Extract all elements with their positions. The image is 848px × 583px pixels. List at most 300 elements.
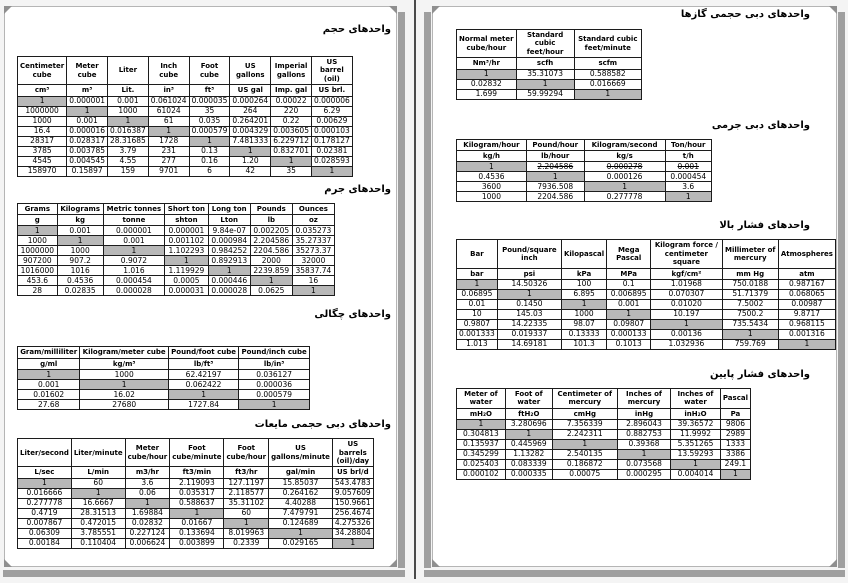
table-cell: 0.01 — [457, 299, 498, 309]
liquid-volumetric-flow-units-table — [17, 438, 374, 549]
table-cell: 1 — [332, 538, 373, 548]
table-cell: 9.057609 — [332, 488, 373, 498]
table-cell: 1 — [552, 440, 617, 450]
table-cell: 13.59293 — [671, 450, 721, 460]
table-row — [18, 126, 353, 136]
table-cell: 1 — [526, 172, 584, 182]
table-cell: 0.124689 — [269, 518, 333, 528]
table-cell: 2.204586 — [250, 236, 292, 246]
table-cell: 0.4719 — [18, 508, 72, 518]
table-cell: 0.445969 — [505, 440, 552, 450]
header-row — [457, 30, 642, 58]
table-cell: 0.029165 — [269, 538, 333, 548]
table-row — [18, 226, 335, 236]
table-cell: 4545 — [18, 156, 67, 166]
table-cell: 0.001 — [67, 116, 108, 126]
table-cell: 231 — [148, 146, 189, 156]
unit-cell: US gal — [230, 85, 271, 96]
table-cell: 0.000335 — [505, 470, 552, 480]
table-cell: 7.481333 — [230, 136, 271, 146]
section-title-volume-units: واحدهای حجم — [322, 24, 391, 35]
table-cell: 0.000006 — [311, 96, 352, 106]
table-cell: 0.001 — [665, 162, 712, 172]
table-row — [18, 276, 335, 286]
table-cell: 0.01020 — [651, 299, 722, 309]
table-cell: 1016 — [57, 266, 103, 276]
table-cell: 0.001 — [103, 236, 164, 246]
table-cell: 2.896043 — [617, 420, 670, 430]
table-cell: 0.035 — [189, 116, 230, 126]
table-cell: 7936.508 — [526, 182, 584, 192]
table-cell: 51.71379 — [722, 289, 778, 299]
unit-cell: cm³ — [18, 85, 67, 96]
table-cell: 0.39368 — [617, 440, 670, 450]
page-shadow-bar — [424, 570, 845, 577]
table-cell: 1 — [18, 478, 72, 488]
table-cell: 1000000 — [18, 106, 67, 116]
table-cell: 1.699 — [457, 89, 517, 99]
table-cell: 1016000 — [18, 266, 58, 276]
table-cell: 0.000278 — [584, 162, 665, 172]
table-cell: 61024 — [148, 106, 189, 116]
unit-cell: Lton — [208, 214, 250, 225]
table-cell: 0.09807 — [607, 319, 651, 329]
table-cell: 1 — [665, 192, 712, 202]
table-cell: 145.03 — [497, 309, 561, 319]
table-cell: 0.00022 — [271, 96, 312, 106]
table-row — [457, 430, 751, 440]
table-row — [457, 182, 712, 192]
column-header: Liter — [108, 57, 149, 85]
table-cell: 1 — [108, 116, 149, 126]
table-cell: 9701 — [148, 166, 189, 176]
table-row — [457, 162, 712, 172]
unit-cell: lb — [250, 214, 292, 225]
table-cell: 1.13282 — [505, 450, 552, 460]
table-cell: 0.882753 — [617, 430, 670, 440]
table-cell: 0.000126 — [584, 172, 665, 182]
table-cell: 0.06309 — [18, 528, 72, 538]
table-cell: 1 — [722, 329, 778, 339]
table-cell: 1 — [584, 182, 665, 192]
table-cell: 2204.586 — [250, 246, 292, 256]
header-row — [18, 57, 353, 85]
unit-row — [18, 467, 374, 478]
table-cell: 4.40288 — [269, 498, 333, 508]
table-cell: 1 — [230, 146, 271, 156]
table-row — [457, 309, 836, 319]
table-cell: 1 — [574, 89, 641, 99]
table-row — [18, 106, 353, 116]
table-row — [457, 460, 751, 470]
table-cell: 0.1 — [607, 279, 651, 289]
column-header: Meter cube/hour — [125, 439, 170, 467]
table-row — [18, 166, 353, 176]
table-cell: 0.00136 — [651, 329, 722, 339]
table-cell: 0.000001 — [165, 226, 209, 236]
table-cell: 0.062422 — [168, 380, 238, 390]
table-cell: 5.351265 — [671, 440, 721, 450]
column-header: Bar — [457, 240, 498, 268]
table-cell: 0.004329 — [230, 126, 271, 136]
table-cell: 1.01968 — [651, 279, 722, 289]
table-row — [457, 440, 751, 450]
column-header: Mega Pascal — [607, 240, 651, 268]
unit-cell: scfh — [516, 58, 574, 69]
table-cell: 1 — [239, 400, 310, 410]
table-row — [18, 136, 353, 146]
table-row — [457, 339, 836, 349]
unit-cell: mm Hg — [722, 268, 778, 279]
table-cell: 2989 — [720, 430, 750, 440]
table-cell: 0.01602 — [18, 390, 80, 400]
table-cell: 0.000102 — [457, 470, 506, 480]
table-cell: 0.264162 — [269, 488, 333, 498]
table-row — [18, 156, 353, 166]
table-cell: 35 — [271, 166, 312, 176]
table-cell: 1 — [292, 286, 334, 296]
table-row — [18, 488, 374, 498]
table-cell: 1 — [80, 380, 169, 390]
column-header: US gallons/minute — [269, 439, 333, 467]
table-row — [18, 286, 335, 296]
table-cell: 0.000031 — [165, 286, 209, 296]
header-row — [18, 203, 335, 214]
table-row — [457, 289, 836, 299]
section-title-high-pressure-units: واحدهای فشار بالا — [719, 220, 810, 232]
column-header: Foot of water — [505, 388, 552, 408]
table-cell: 0.227124 — [125, 528, 170, 538]
column-header: Ton/hour — [665, 139, 712, 150]
page-divider — [414, 0, 416, 579]
unit-cell: kg/m³ — [80, 358, 169, 369]
table-cell: 2.119093 — [170, 478, 224, 488]
table-cell: 3386 — [720, 450, 750, 460]
table-cell: 0.003605 — [271, 126, 312, 136]
unit-cell: t/h — [665, 150, 712, 161]
table-cell: 0.028317 — [67, 136, 108, 146]
table-cell: 39.36572 — [671, 420, 721, 430]
table-cell: 9806 — [720, 420, 750, 430]
section-density-units — [17, 309, 391, 410]
table-cell: 1 — [67, 106, 108, 116]
column-header: Pound/square inch — [497, 240, 561, 268]
section-title-gas-volumetric-flow-units: واحدهای دبی حجمی گازها — [680, 9, 810, 20]
unit-cell: inHg — [617, 408, 670, 419]
table-cell: 1 — [189, 136, 230, 146]
column-header: Millimeter of mercury — [722, 240, 778, 268]
page-shadow-bar — [398, 12, 405, 568]
table-cell: 0.264201 — [230, 116, 271, 126]
column-header: Gram/milliliter — [18, 347, 80, 358]
table-cell: 0.000446 — [208, 276, 250, 286]
table-cell: 0.1450 — [497, 299, 561, 309]
table-cell: 453.6 — [18, 276, 58, 286]
page-left — [4, 6, 397, 567]
table-cell: 0.00075 — [552, 470, 617, 480]
table-cell: 1.119929 — [165, 266, 209, 276]
table-cell: 6.29 — [311, 106, 352, 116]
table-cell: 1.69884 — [125, 508, 170, 518]
table-cell: 42 — [230, 166, 271, 176]
unit-cell: ft3/hr — [224, 467, 269, 478]
table-cell: 0.000028 — [103, 286, 164, 296]
table-cell: 0.000454 — [103, 276, 164, 286]
column-header: Metric tonnes — [103, 203, 164, 214]
table-cell: 1000 — [561, 309, 606, 319]
table-cell: 14.69181 — [497, 339, 561, 349]
table-cell: 1 — [617, 450, 670, 460]
table-cell: 60 — [71, 478, 125, 488]
table-cell: 35 — [189, 106, 230, 116]
column-header: Kilograms — [57, 203, 103, 214]
low-pressure-units-table — [456, 388, 751, 480]
table-cell: 1000000 — [18, 246, 58, 256]
table-cell: 0.00184 — [18, 538, 72, 548]
section-volume-units — [17, 24, 391, 177]
table-cell: 1 — [671, 460, 721, 470]
table-row — [457, 279, 836, 289]
table-cell: 1000 — [57, 246, 103, 256]
table-cell: 1 — [148, 126, 189, 136]
table-cell: 0.001102 — [165, 236, 209, 246]
column-header: US barrel (oil) — [311, 57, 352, 85]
table-cell: 0.002205 — [250, 226, 292, 236]
table-cell: 0.987167 — [778, 279, 835, 289]
table-cell: 1 — [18, 370, 80, 380]
table-cell: 2239.859 — [250, 266, 292, 276]
table-cell: 0.000984 — [208, 236, 250, 246]
table-cell: 0.061024 — [148, 96, 189, 106]
table-cell: 1 — [224, 518, 269, 528]
table-cell: 6.895 — [561, 289, 606, 299]
table-row — [457, 79, 642, 89]
table-cell: 1 — [269, 528, 333, 538]
section-low-pressure-units — [456, 369, 810, 480]
unit-cell: Lit. — [108, 85, 149, 96]
table-cell: 3.6 — [125, 478, 170, 488]
table-cell: 0.001 — [18, 380, 80, 390]
table-cell: 127.1197 — [224, 478, 269, 488]
table-cell: 0.02835 — [57, 286, 103, 296]
table-cell: 0.832701 — [271, 146, 312, 156]
table-cell: 0.02832 — [457, 79, 517, 89]
section-gas-volumetric-flow-units — [456, 9, 810, 100]
section-high-pressure-units — [456, 220, 833, 350]
table-row — [457, 319, 836, 329]
table-cell: 0.007867 — [18, 518, 72, 528]
table-cell: 0.277778 — [18, 498, 72, 508]
table-cell: 0.001 — [108, 96, 149, 106]
table-cell: 759.769 — [722, 339, 778, 349]
table-row — [18, 528, 374, 538]
section-mass-flow-units — [456, 120, 810, 203]
page-right — [432, 6, 837, 567]
table-cell: 0.304813 — [457, 430, 506, 440]
unit-row — [457, 150, 712, 161]
section-title-low-pressure-units: واحدهای فشار پایین — [709, 368, 810, 380]
column-header: Standard cubic feet/hour — [516, 30, 574, 58]
table-cell: 0.0625 — [250, 286, 292, 296]
page-shadow-bar — [3, 570, 405, 577]
table-row — [18, 266, 335, 276]
table-cell: 16.4 — [18, 126, 67, 136]
table-row — [18, 390, 310, 400]
table-cell: 1.032936 — [651, 339, 722, 349]
section-title-density-units: واحدهای چگالی — [314, 309, 391, 321]
table-cell: 277 — [148, 156, 189, 166]
column-header: Pound/foot cube — [168, 347, 238, 358]
table-cell: 0.2339 — [224, 538, 269, 548]
unit-cell: shton — [165, 214, 209, 225]
unit-row — [18, 85, 353, 96]
unit-cell: lb/hour — [526, 150, 584, 161]
table-cell: 1 — [18, 226, 58, 236]
table-cell: 0.001316 — [778, 329, 835, 339]
table-cell: 1.102293 — [165, 246, 209, 256]
table-cell: 1 — [505, 430, 552, 440]
table-cell: 0.06 — [125, 488, 170, 498]
table-cell: 1.013 — [457, 339, 498, 349]
unit-row — [18, 358, 310, 369]
table-cell: 0.110404 — [71, 538, 125, 548]
table-cell: 1 — [516, 79, 574, 89]
table-cell: 0.000103 — [311, 126, 352, 136]
page-left-content — [5, 24, 396, 583]
unit-cell: ft3/min — [170, 467, 224, 478]
table-cell: 1 — [457, 69, 517, 79]
column-header: US barrels (oil)/day — [332, 439, 373, 467]
unit-cell: oz — [292, 214, 334, 225]
table-cell: 0.02832 — [125, 518, 170, 528]
volume-units-table — [17, 56, 353, 177]
column-header: Centimeter of mercury — [552, 388, 617, 408]
table-cell: 0.025403 — [457, 460, 506, 470]
table-cell: 8.019963 — [224, 528, 269, 538]
column-header: Normal meter cube/hour — [457, 30, 517, 58]
table-cell: 0.001333 — [457, 329, 498, 339]
unit-cell: ftH₂O — [505, 408, 552, 419]
table-cell: 0.068065 — [778, 289, 835, 299]
table-cell: 543.4783 — [332, 478, 373, 488]
table-cell: 1.016 — [103, 266, 164, 276]
unit-cell: kPa — [561, 268, 606, 279]
table-cell: 28 — [18, 286, 58, 296]
unit-cell: cmHg — [552, 408, 617, 419]
table-cell: 35837.74 — [292, 266, 334, 276]
table-cell: 0.1013 — [607, 339, 651, 349]
unit-cell: Imp. gal — [271, 85, 312, 96]
unit-cell: scfm — [574, 58, 641, 69]
table-cell: 750.0188 — [722, 279, 778, 289]
table-cell: 100 — [561, 279, 606, 289]
table-cell: 907.2 — [57, 256, 103, 266]
table-cell: 35.27337 — [292, 236, 334, 246]
table-cell: 1 — [125, 498, 170, 508]
table-row — [18, 236, 335, 246]
table-cell: 9.8717 — [778, 309, 835, 319]
table-cell: 1000 — [108, 106, 149, 116]
table-cell: 0.892913 — [208, 256, 250, 266]
table-cell: 0.133694 — [170, 528, 224, 538]
table-cell: 1 — [561, 299, 606, 309]
table-cell: 35.31073 — [516, 69, 574, 79]
table-cell: 0.036127 — [239, 370, 310, 380]
table-cell: 27.68 — [18, 400, 80, 410]
table-row — [18, 96, 353, 106]
table-cell: 150.9661 — [332, 498, 373, 508]
unit-cell: Pa — [720, 408, 750, 419]
column-header: Atmospheres — [778, 240, 835, 268]
column-header: Inches of water — [671, 388, 721, 408]
table-cell: 0.00987 — [778, 299, 835, 309]
table-cell: 0.028593 — [311, 156, 352, 166]
header-row — [457, 139, 712, 150]
table-cell: 0.073568 — [617, 460, 670, 470]
unit-cell: L/sec — [18, 467, 72, 478]
table-row — [457, 89, 642, 99]
table-cell: 0.000454 — [665, 172, 712, 182]
table-cell: 3.79 — [108, 146, 149, 156]
table-cell: 1 — [457, 420, 506, 430]
table-cell: 1 — [271, 156, 312, 166]
column-header: Foot cube/hour — [224, 439, 269, 467]
table-cell: 0.016666 — [18, 488, 72, 498]
unit-cell: lb/ft³ — [168, 358, 238, 369]
column-header: Long ton — [208, 203, 250, 214]
table-cell: 0.001 — [607, 299, 651, 309]
table-cell: 4.55 — [108, 156, 149, 166]
unit-cell: g — [18, 214, 58, 225]
table-cell: 1 — [103, 246, 164, 256]
unit-cell: kg/h — [457, 150, 527, 161]
table-row — [18, 508, 374, 518]
header-row — [18, 439, 374, 467]
table-cell: 27680 — [80, 400, 169, 410]
unit-cell: lb/in³ — [239, 358, 310, 369]
unit-cell: kg — [57, 214, 103, 225]
table-cell: 0.13 — [189, 146, 230, 156]
unit-cell: mH₂O — [457, 408, 506, 419]
table-cell: 16 — [292, 276, 334, 286]
mass-units-table — [17, 203, 335, 297]
table-cell: 0.004014 — [671, 470, 721, 480]
table-cell: 0.9072 — [103, 256, 164, 266]
table-cell: 0.000016 — [67, 126, 108, 136]
unit-row — [457, 58, 642, 69]
table-cell: 0.4536 — [57, 276, 103, 286]
high-pressure-units-table — [456, 239, 836, 350]
table-cell: 62.42197 — [168, 370, 238, 380]
table-row — [18, 538, 374, 548]
table-cell: 2.204586 — [526, 162, 584, 172]
section-title-mass-flow-units: واحدهای دبی جرمی — [711, 119, 810, 131]
table-cell: 158970 — [18, 166, 67, 176]
unit-cell: atm — [778, 268, 835, 279]
table-cell: 0.035273 — [292, 226, 334, 236]
table-cell: 220 — [271, 106, 312, 116]
column-header: Liter/minute — [71, 439, 125, 467]
table-cell: 28.31685 — [108, 136, 149, 146]
unit-row — [18, 214, 335, 225]
table-cell: 0.13333 — [561, 329, 606, 339]
table-cell: 0.186872 — [552, 460, 617, 470]
table-cell: 14.22335 — [497, 319, 561, 329]
column-header: Kilogram/hour — [457, 139, 527, 150]
page-shadow-bar — [424, 12, 431, 568]
table-cell: 256.4674 — [332, 508, 373, 518]
table-cell: 1 — [71, 488, 125, 498]
